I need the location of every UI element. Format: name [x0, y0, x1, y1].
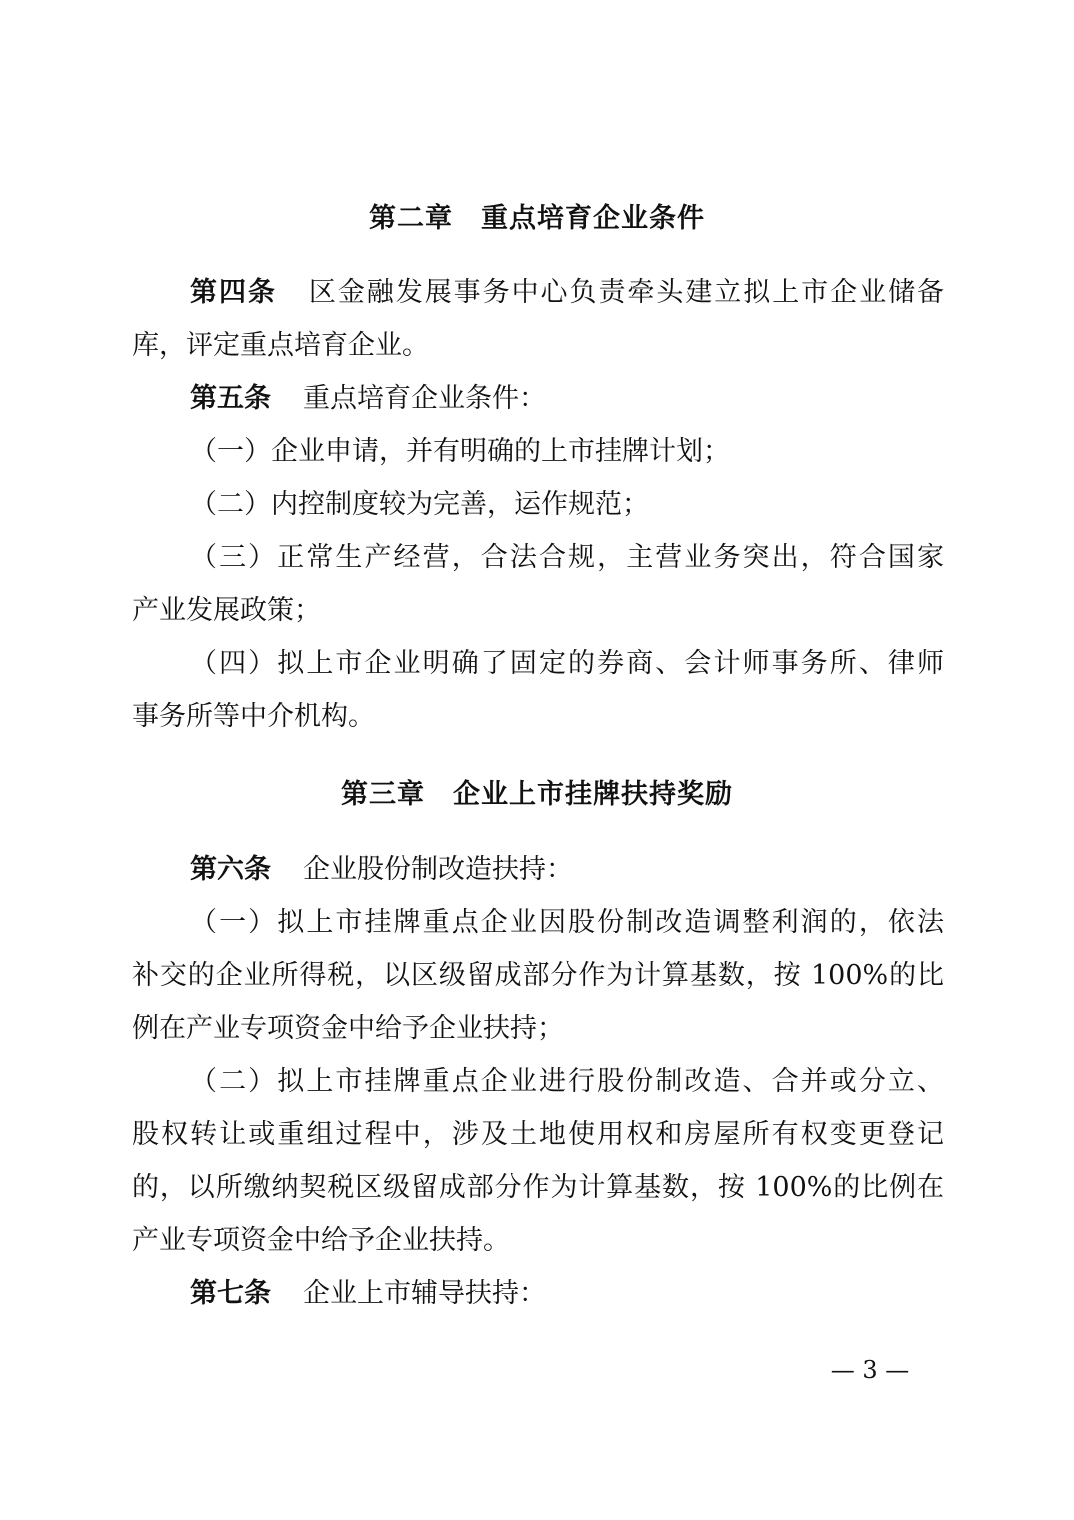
page-number: — 3 — — [830, 1356, 910, 1384]
article-label: 第六条 — [190, 854, 271, 885]
article-4-line-1: 第四条 区金融发展事务中心负责牵头建立拟上市企业储备 — [190, 277, 944, 308]
article-6-item-1-line-2: 补交的企业所得税，以区级留成部分作为计算基数，按 100%的比 — [132, 960, 944, 991]
article-5-item-3-line-2: 产业发展政策； — [132, 595, 321, 626]
article-5-item-4-line-1: （四）拟上市企业明确了固定的券商、会计师事务所、律师 — [190, 648, 944, 679]
chapter-heading: 第三章 企业上市挂牌扶持奖励 — [341, 779, 733, 810]
article-5-item-1: （一）企业申请，并有明确的上市挂牌计划； — [190, 436, 730, 467]
article-6-item-2-line-1: （二）拟上市挂牌重点企业进行股份制改造、合并或分立、 — [190, 1066, 944, 1097]
article-6-item-2-line-3: 的，以所缴纳契税区级留成部分作为计算基数，按 100%的比例在 — [132, 1172, 944, 1203]
article-5-item-4-line-2: 事务所等中介机构。 — [132, 701, 375, 732]
article-5-line-1: 第五条 重点培育企业条件： — [190, 383, 546, 414]
article-4-line-2: 库，评定重点培育企业。 — [132, 330, 429, 361]
article-6-line-1: 第六条 企业股份制改造扶持： — [190, 854, 573, 885]
article-label: 第五条 — [190, 383, 271, 414]
article-5-item-2: （二）内控制度较为完善，运作规范； — [190, 489, 649, 520]
article-5-item-3-line-1: （三）正常生产经营，合法合规，主营业务突出，符合国家 — [190, 542, 944, 573]
article-6-item-2-line-4: 产业专项资金中给予企业扶持。 — [132, 1225, 510, 1256]
article-7-line-1: 第七条 企业上市辅导扶持： — [190, 1278, 546, 1309]
article-6-item-1-line-3: 例在产业专项资金中给予企业扶持； — [132, 1013, 564, 1044]
article-6-item-2-line-2: 股权转让或重组过程中，涉及土地使用权和房屋所有权变更登记 — [132, 1119, 944, 1150]
article-label: 第七条 — [190, 1278, 271, 1309]
article-6-item-1-line-1: （一）拟上市挂牌重点企业因股份制改造调整利润的，依法 — [190, 907, 944, 938]
chapter-heading: 第二章 重点培育企业条件 — [369, 203, 705, 234]
article-label: 第四条 — [190, 277, 277, 308]
